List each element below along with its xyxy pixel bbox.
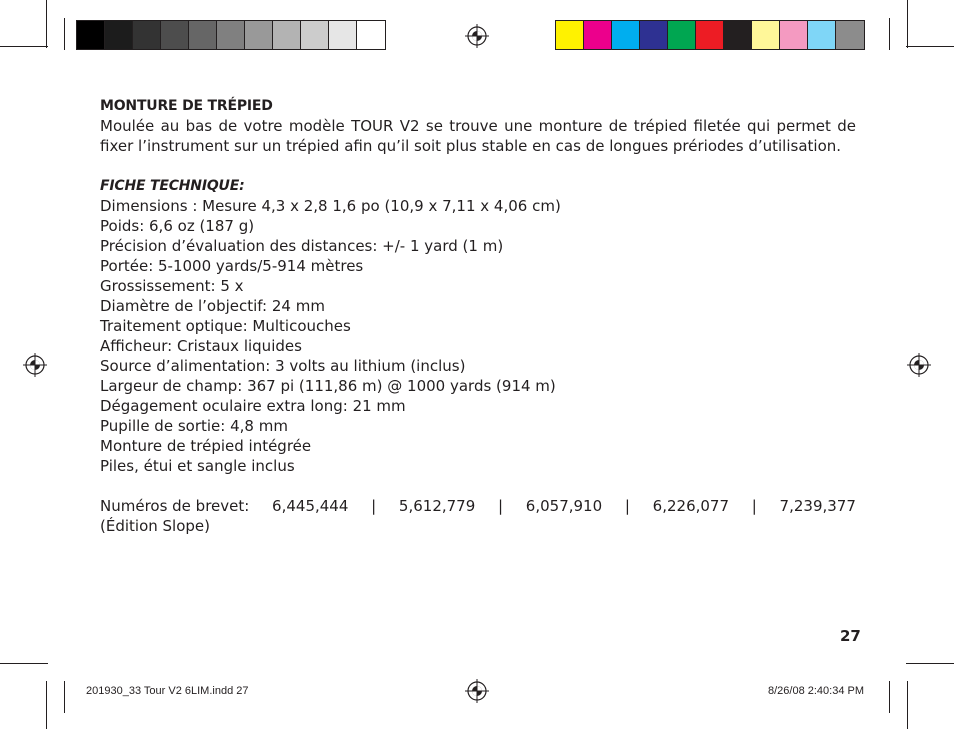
color-swatch [133, 21, 161, 49]
crop-mark [46, 681, 47, 729]
crop-mark [64, 681, 65, 713]
spec-item: Afficheur: Cristaux liquides [100, 337, 302, 355]
spec-item: Monture de trépied intégrée [100, 437, 312, 455]
color-swatch [329, 21, 357, 49]
patent-number: 7,239,377 [779, 497, 856, 515]
patents-note: (Édition Slope) [100, 517, 210, 535]
crop-mark [906, 46, 954, 47]
patent-number: 5,612,779 [398, 497, 476, 515]
color-swatch [245, 21, 273, 49]
registration-mark-icon [465, 24, 489, 48]
crop-mark [907, 681, 908, 729]
color-swatch [640, 21, 668, 49]
patent-separator: | [498, 497, 504, 515]
color-swatch [808, 21, 836, 49]
page-content [100, 96, 856, 536]
spec-item: Largeur de champ: 367 pi (111,86 m) @ 1000 yards (914 m) [100, 377, 556, 395]
crop-mark [46, 0, 47, 48]
color-swatch [189, 21, 217, 49]
color-swatch [217, 21, 245, 49]
patent-separator: | [751, 497, 757, 515]
color-swatch [696, 21, 724, 49]
color-swatch [584, 21, 612, 49]
section-heading-specs: FICHE TECHNIQUE: [100, 178, 245, 194]
crop-mark [907, 0, 908, 48]
patent-number: 6,445,444 [272, 497, 349, 515]
color-swatch [357, 21, 385, 49]
patent-separator: | [624, 497, 630, 515]
slug-date-info: 8/26/08 2:40:34 PM [768, 685, 865, 697]
patent-number: 6,057,910 [525, 497, 603, 515]
registration-mark-icon [907, 353, 931, 377]
color-swatch [752, 21, 780, 49]
patent-separator: | [371, 497, 377, 515]
spec-item: Poids: 6,6 oz (187 g) [100, 217, 255, 235]
color-swatch [780, 21, 808, 49]
spec-item: Dégagement oculaire extra long: 21 mm [100, 397, 406, 415]
slug-file-info: 201930_33 Tour V2 6LIM.indd 27 [86, 685, 249, 697]
color-swatch [273, 21, 301, 49]
patent-number: 6,226,077 [652, 497, 730, 515]
spec-item: Grossissement: 5 x [100, 277, 244, 295]
spec-item: Source d’alimentation: 3 volts au lithium (inclus) [100, 357, 466, 375]
color-swatch [105, 21, 133, 49]
color-swatch [161, 21, 189, 49]
spacer [100, 476, 856, 496]
color-swatch [556, 21, 584, 49]
page-number: 27 [840, 627, 861, 645]
color-swatch [724, 21, 752, 49]
spec-item: Diamètre de l’objectif: 24 mm [100, 297, 325, 315]
crop-mark [889, 18, 890, 50]
registration-mark-icon [465, 679, 489, 703]
spec-item: Dimensions : Mesure 4,3 x 2,8 1,6 po (10,9 x 7,11 x 4,06 cm) [100, 197, 561, 215]
grayscale-color-bar [76, 20, 386, 50]
crop-mark [0, 663, 48, 664]
crop-mark [64, 18, 65, 50]
crop-mark [0, 46, 48, 47]
spec-item: Portée: 5-1000 yards/5-914 mètres [100, 257, 364, 275]
crop-mark [906, 663, 954, 664]
color-swatch [612, 21, 640, 49]
registration-mark-icon [23, 353, 47, 377]
spec-item: Traitement optique: Multicouches [100, 317, 351, 335]
patents-label: Numéros de brevet: [100, 497, 250, 515]
mount-paragraph: Moulée au bas de votre modèle TOUR V2 se trouve une monture de trépied filetée qui permet de fixer l’instrument sur un trépied afin qu’il soit plus stable en cas de longues prériodes d’utilisation. [100, 117, 856, 155]
crop-mark [889, 681, 890, 713]
spec-list [100, 196, 856, 476]
spec-item: Précision d’évaluation des distances: +/- 1 yard (1 m) [100, 237, 504, 255]
color-swatch [836, 21, 864, 49]
spec-item: Pupille de sortie: 4,8 mm [100, 417, 288, 435]
process-color-bar [555, 20, 865, 50]
spacer [100, 156, 856, 176]
section-heading-mount: MONTURE DE TRÉPIED [100, 98, 273, 114]
color-swatch [77, 21, 105, 49]
patents-line [100, 496, 856, 516]
spec-item: Piles, étui et sangle inclus [100, 457, 295, 475]
color-swatch [301, 21, 329, 49]
color-swatch [668, 21, 696, 49]
